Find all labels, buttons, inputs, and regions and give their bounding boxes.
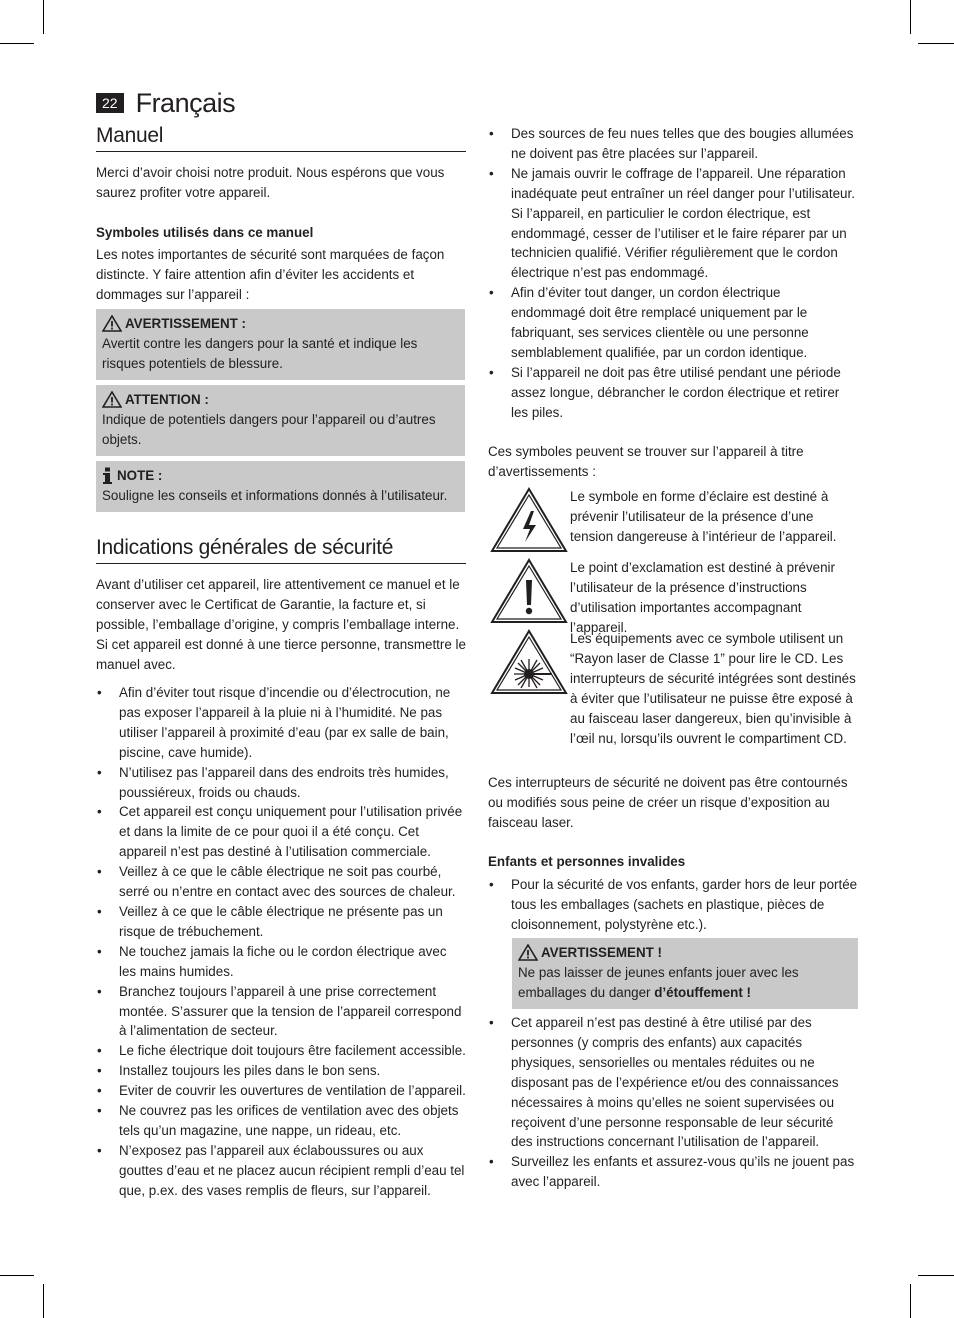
list-item: • Cet appareil n’est pas destiné à être utilisé par des personnes (y compris des enfants) aux capacités physiques, sensorielles ou mentales réduites ou ne disposant pas de l’expérience et/ou des connaissances nécessaires à moins qu’elles ne soient supervisées ou reçoivent d’une personne responsable de leur sécurité des instructions concernant l’utilisation de l’appareil. (488, 1013, 858, 1152)
note-text: Souligne les conseils et informations donnés à l’utilisateur. (102, 487, 448, 503)
warning-title: AVERTISSEMENT : (125, 316, 247, 331)
list-item: • N’exposez pas l’appareil aux éclaboussures ou aux gouttes d’eau et ne placez aucun récipient rempli d’eau tel que, p.ex. des vases remplis de fleurs, sur l’appareil. (96, 1141, 466, 1201)
lightning-warning-icon (490, 487, 568, 553)
symbol-text: Le point d’exclamation est destiné à prévenir l’utilisateur de la présence d’instructions d’utilisation importantes accompagnant l’appareil. (570, 560, 835, 635)
list-item: • Eviter de couvrir les ouvertures de ventilation de l’appareil. (96, 1081, 466, 1101)
symbol-text: Le symbole en forme d’éclaire est destiné à prévenir l’utilisateur de la présence d’une tension dangereuse à l’intérieur de l’appareil. (570, 489, 837, 544)
list-item: • N’utilisez pas l’appareil dans des endroits très humides, poussiéreux, froids ou chauds. (96, 763, 466, 803)
laser-warning-icon (490, 629, 568, 695)
attention-box (96, 385, 465, 456)
symbol-row (488, 487, 858, 558)
list-item: • Surveillez les enfants et assurez-vous qu’ils ne jouent pas avec l’appareil. (488, 1152, 858, 1192)
attention-text: Indique de potentiels dangers pour l’appareil ou d’autres objets. (102, 411, 436, 447)
children-subheading: Enfants et personnes invalides (488, 854, 686, 869)
page-header (96, 87, 236, 118)
symbol-row (488, 629, 858, 775)
children-list-continued (488, 1013, 858, 1192)
warning-box-children (512, 938, 858, 1009)
symbols-intro: Ces symboles peuvent se trouver sur l’appareil à titre d’avertissements : (488, 444, 804, 479)
safety-heading: Indications générales de sécurité (96, 536, 466, 564)
list-item: • Veillez à ce que le câble électrique ne présente pas un risque de trébuchement. (96, 902, 466, 942)
list-item: • Ne jamais ouvrir le coffrage de l’appareil. Une réparation inadéquate peut entraîner un réel danger pour l’utilisateur. Si l’appareil, en particulier le cordon électrique, est endommagé, cesser de l’utiliser et le faire réparer par un technicien qualifié. Vérifier régulièrement que le cordon électrique n’est pas endommagé. (488, 164, 858, 283)
list-item: • Veillez à ce que le câble électrique ne soit pas courbé, serré ou n’entre en contact avec des sources de chaleur. (96, 862, 466, 902)
symbol-row (488, 558, 858, 635)
manuel-heading: Manuel (96, 124, 466, 152)
page-number: 22 (96, 93, 124, 113)
list-item: • Ne touchez jamais la fiche ou le cordon électrique avec les mains humides. (96, 942, 466, 982)
warning-box (96, 309, 465, 380)
warning2-text-main: Ne pas laisser de jeunes enfants jouer avec les emballages du danger (518, 964, 799, 1000)
warning-text: Avertit contre les dangers pour la santé et indique les risques potentiels de blessure. (102, 335, 418, 371)
symbol-text: Les équipements avec ce symbole utilisent un “Rayon laser de Classe 1” pour lire le CD. Les interrupteurs de sécurité intégrées sont destinés à éviter que l’utilisateur ne puisse être exposé à au faisceau laser dangereux, bien qu’invisible à l’œil nu, lorsqu’ils ouvrent le compartiment CD. (570, 631, 856, 746)
list-item: • Cet appareil est conçu uniquement pour l’utilisation privée et dans la limite de ce pour quoi il a été conçu. Cet appareil n’est pas destiné à l’utilisation commerciale. (96, 802, 466, 862)
list-item: • Si l’appareil ne doit pas être utilisé pendant une période assez longue, débrancher le cordon électrique et retirer les piles. (488, 363, 858, 423)
list-item: • Afin d’éviter tout danger, un cordon électrique endommagé doit être remplacé uniquement par le fabriquant, ses services clientèle ou une personne semblablement qualifiée, par un cordon identique. (488, 283, 858, 363)
list-item: • Le fiche électrique doit toujours être facilement accessible. (96, 1041, 466, 1061)
attention-title: ATTENTION : (125, 392, 209, 407)
warning-triangle-icon (518, 944, 538, 961)
safety-list (96, 683, 466, 1201)
interlock-paragraph: Ces interrupteurs de sécurité ne doivent pas être contournés ou modifiés sous peine de créer un risque d’exposition au faisceau laser. (488, 775, 848, 830)
safety-list-continued (488, 124, 858, 423)
symbols-paragraph: Les notes importantes de sécurité sont marquées de façon distincte. Y faire attention afin d’éviter les accidents et dommages sur l’appareil : (96, 247, 445, 302)
info-icon (102, 467, 114, 484)
list-item: • Pour la sécurité de vos enfants, garder hors de leur portée tous les emballages (sachets en plastique, pièces de cloisonnement, polystyrène etc.). (488, 875, 858, 935)
note-title: NOTE : (117, 468, 163, 483)
note-box (96, 461, 465, 512)
intro-paragraph: Merci d’avoir choisi notre produit. Nous espérons que vous saurez profiter votre appareil. (96, 165, 445, 200)
warning-triangle-icon (102, 391, 122, 408)
warning2-text-bold: d’étouffement ! (654, 984, 751, 1000)
warning2-title: AVERTISSEMENT ! (541, 945, 663, 960)
language-title: Français (135, 87, 236, 118)
list-item: • Afin d’éviter tout risque d’incendie ou d’électrocution, ne pas exposer l’appareil à la pluie ni à l’humidité. Ne pas utiliser l’appareil à proximité d’eau (par ex salle de bain, piscine, cave humide). (96, 683, 466, 763)
symbol-list (488, 487, 858, 775)
warning2-text (518, 963, 852, 1003)
list-item: • Branchez toujours l’appareil à une prise correctement montée. S’assurer que la tension de l’appareil correspond à l’alimentation de secteur. (96, 982, 466, 1042)
list-item: • Ne couvrez pas les orifices de ventilation avec des objets tels qu’un magazine, une nappe, un rideau, etc. (96, 1101, 466, 1141)
safety-intro: Avant d’utiliser cet appareil, lire attentivement ce manuel et le conserver avec le Certificat de Garantie, la facture et, si possible, l’emballage d’origine, y compris l’emballage interne. Si cet appareil est donné à une tierce personne, transmettre le manuel avec. (96, 577, 466, 672)
symbols-subheading: Symboles utilisés dans ce manuel (96, 225, 314, 240)
children-list (488, 875, 858, 935)
list-item: • Installez toujours les piles dans le bon sens. (96, 1061, 466, 1081)
warning-triangle-icon (102, 315, 122, 332)
list-item: • Des sources de feu nues telles que des bougies allumées ne doivent pas être placées sur l’appareil. (488, 124, 858, 164)
exclamation-warning-icon (490, 558, 568, 624)
